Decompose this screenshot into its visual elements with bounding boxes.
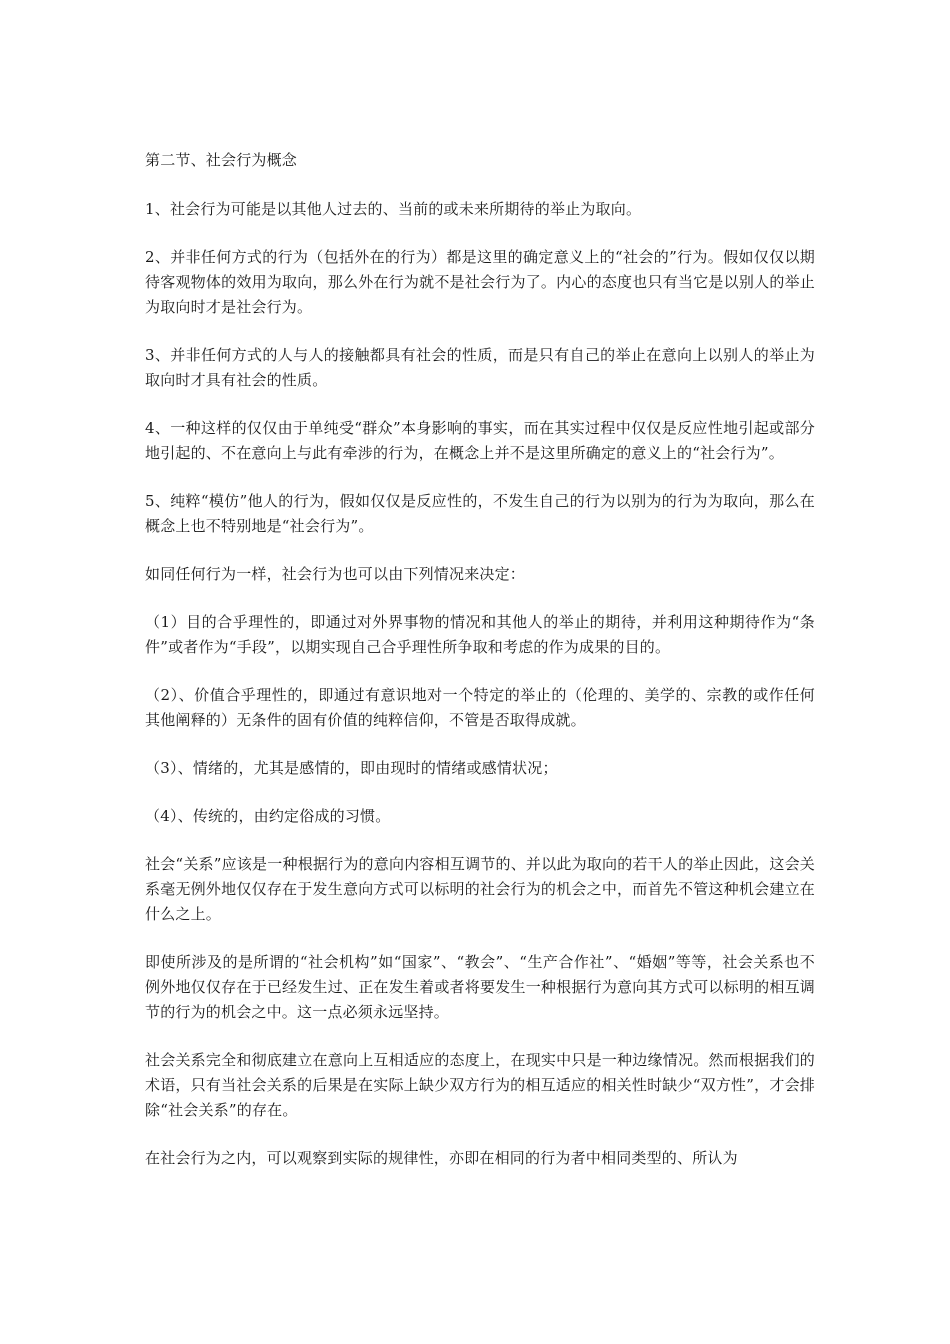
paragraph-3: 3、并非任何方式的人与人的接触都具有社会的性质，而是只有自己的举止在意向上以别人的举止为取向时才具有社会的性质。 <box>145 346 815 389</box>
paragraph-4: 4、一种这样的仅仅由于单纯受“群众”本身影响的事实，而在其实过程中仅仅是反应性地引起或部分地引起的、不在意向上与此有牵涉的行为，在概念上并不是这里所确定的意义上的“社会行为”。 <box>145 419 815 462</box>
list-item-4: （4）、传统的，由约定俗成的习惯。 <box>145 807 391 825</box>
document-body <box>145 148 815 1194</box>
paragraph-social-relation: 社会“关系”应该是一种根据行为的意向内容相互调节的、并以此为取向的若干人的举止因此，这会关系毫无例外地仅仅存在于发生意向方式可以标明的社会行为的机会之中，而首先不管这种机会建立在什么之上。 <box>145 855 815 923</box>
section-heading: 第二节、社会行为概念 <box>145 151 298 169</box>
list-item-2: （2）、价值合乎理性的，即通过有意识地对一个特定的举止的（伦理的、美学的、宗教的或作任何其他阐释的）无条件的固有价值的纯粹信仰，不管是否取得成就。 <box>145 686 815 729</box>
paragraph-intro-list: 如同任何行为一样，社会行为也可以由下列情况来决定： <box>145 565 526 583</box>
paragraph-social-institution: 即使所涉及的是所谓的“社会机构”如“国家”、“教会”、“生产合作社”、“婚姻”等等，社会关系也不例外地仅仅存在于已经发生过、正在发生着或者将要发生一种根据行为意向其方式可以标明的相互调节的行为的机会之中。这一点必须永远坚持。 <box>145 953 815 1021</box>
list-item-1: （1）目的合乎理性的，即通过对外界事物的情况和其他人的举止的期待，并利用这种期待作为“条件”或者作为“手段”，以期实现自己合乎理性所争取和考虑的作为成果的目的。 <box>145 613 815 656</box>
paragraph-regularity: 在社会行为之内，可以观察到实际的规律性，亦即在相同的行为者中相同类型的、所认为 <box>145 1149 738 1167</box>
paragraph-1: 1、社会行为可能是以其他人过去的、当前的或未来所期待的举止为取向。 <box>145 200 642 218</box>
paragraph-mutual-adaptation: 社会关系完全和彻底建立在意向上互相适应的态度上，在现实中只是一种边缘情况。然而根据我们的术语，只有当社会关系的后果是在实际上缺少双方行为的相互适应的相关性时缺少“双方性”，才会排除“社会关系”的存在。 <box>145 1051 815 1119</box>
paragraph-2: 2、并非任何方式的行为（包括外在的行为）都是这里的确定意义上的“社会的”行为。假如仅仅以期待客观物体的效用为取向，那么外在行为就不是社会行为了。内心的态度也只有当它是以别人的举止为取向时才是社会行为。 <box>145 248 815 316</box>
paragraph-5: 5、纯粹“模仿”他人的行为，假如仅仅是反应性的，不发生自己的行为以别为的行为为取向，那么在概念上也不特别地是“社会行为”。 <box>145 492 815 535</box>
list-item-3: （3）、情绪的，尤其是感情的，即由现时的情绪或感情状况； <box>145 759 558 777</box>
